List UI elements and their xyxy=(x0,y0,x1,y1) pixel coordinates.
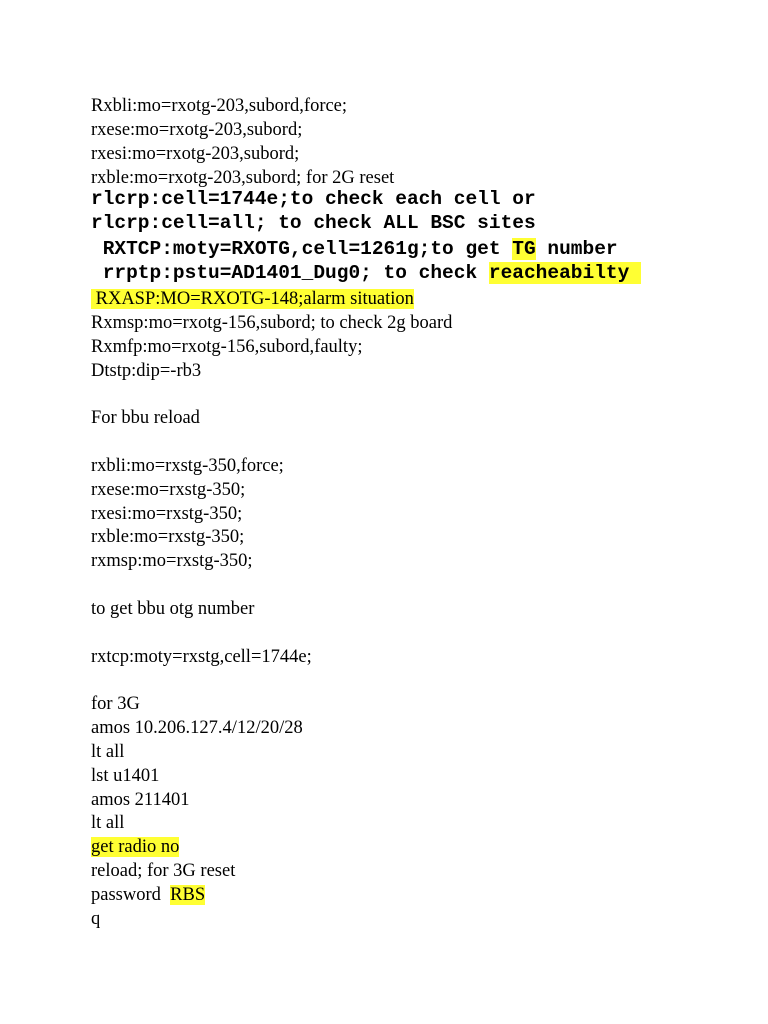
highlighted-text: reacheabilty xyxy=(488,262,641,284)
text-line xyxy=(91,764,159,788)
text-line xyxy=(91,211,536,235)
highlighted-text: RBS xyxy=(170,885,206,905)
text-line xyxy=(91,142,299,166)
text-line xyxy=(91,311,452,335)
text-run: rxese:mo=rxotg-203,subord; xyxy=(91,120,303,140)
text-run: q xyxy=(91,909,101,929)
text-line xyxy=(91,597,254,621)
text-run: rlcrp:cell=1744e;to check each cell or xyxy=(91,188,536,210)
text-line xyxy=(91,907,100,931)
highlighted-text: get radio no xyxy=(91,837,180,857)
text-run: rxesi:mo=rxotg-203,subord; xyxy=(91,144,300,164)
text-line xyxy=(91,502,242,526)
text-run: Rxmsp:mo=rxotg-156,subord; to check 2g board xyxy=(91,313,453,333)
text-run: Dtstp:dip=-rb3 xyxy=(91,361,202,381)
text-run: rxble:mo=rxstg-350; xyxy=(91,527,245,547)
highlighted-text: TG xyxy=(512,238,536,260)
text-run: rxble:mo=rxotg-203,subord; for 2G reset xyxy=(91,168,395,188)
text-line xyxy=(91,335,362,359)
text-line xyxy=(91,645,312,669)
text-line xyxy=(91,525,244,549)
text-line xyxy=(91,359,201,383)
text-run: password xyxy=(91,885,171,905)
highlighted-text: RXASP:MO=RXOTG-148;alarm situation xyxy=(91,289,414,309)
text-run: rxbli:mo=rxstg-350,force; xyxy=(91,456,284,476)
text-line xyxy=(91,740,124,764)
text-line xyxy=(91,406,200,430)
text-run: amos 10.206.127.4/12/20/28 xyxy=(91,718,303,738)
text-line xyxy=(91,859,235,883)
text-run: rlcrp:cell=all; to check ALL BSC sites xyxy=(91,212,536,234)
text-run: lst u1401 xyxy=(91,766,160,786)
text-run: amos 211401 xyxy=(91,790,190,810)
text-run: RXTCP:moty=RXOTG,cell=1261g;to get xyxy=(91,238,513,260)
text-run: For bbu reload xyxy=(91,408,200,428)
text-run: rxmsp:mo=rxstg-350; xyxy=(91,551,253,571)
text-run: rrptp:pstu=AD1401_Dug0; to check xyxy=(91,262,489,284)
text-line xyxy=(91,237,618,261)
text-line xyxy=(91,118,302,142)
text-run: lt all xyxy=(91,813,125,833)
text-run: rxese:mo=rxstg-350; xyxy=(91,480,246,500)
text-line xyxy=(91,261,641,285)
text-run: lt all xyxy=(91,742,125,762)
text-run: Rxmfp:mo=rxotg-156,subord,faulty; xyxy=(91,337,363,357)
text-line xyxy=(91,692,140,716)
text-run: to get bbu otg number xyxy=(91,599,255,619)
text-line xyxy=(91,478,245,502)
text-run: number xyxy=(535,238,618,260)
text-line xyxy=(91,883,205,907)
text-line xyxy=(91,716,303,740)
text-run: rxesi:mo=rxstg-350; xyxy=(91,504,243,524)
text-run: for 3G xyxy=(91,694,140,714)
text-line xyxy=(91,549,253,573)
text-line xyxy=(91,835,179,859)
text-line xyxy=(91,187,536,211)
text-line xyxy=(91,811,124,835)
text-run: Rxbli:mo=rxotg-203,subord,force; xyxy=(91,96,348,116)
text-run: rxtcp:moty=rxstg,cell=1744e; xyxy=(91,647,312,667)
text-line xyxy=(91,788,190,812)
text-run: reload; for 3G reset xyxy=(91,861,236,881)
text-line xyxy=(91,94,347,118)
text-line xyxy=(91,454,284,478)
text-line xyxy=(91,287,414,311)
